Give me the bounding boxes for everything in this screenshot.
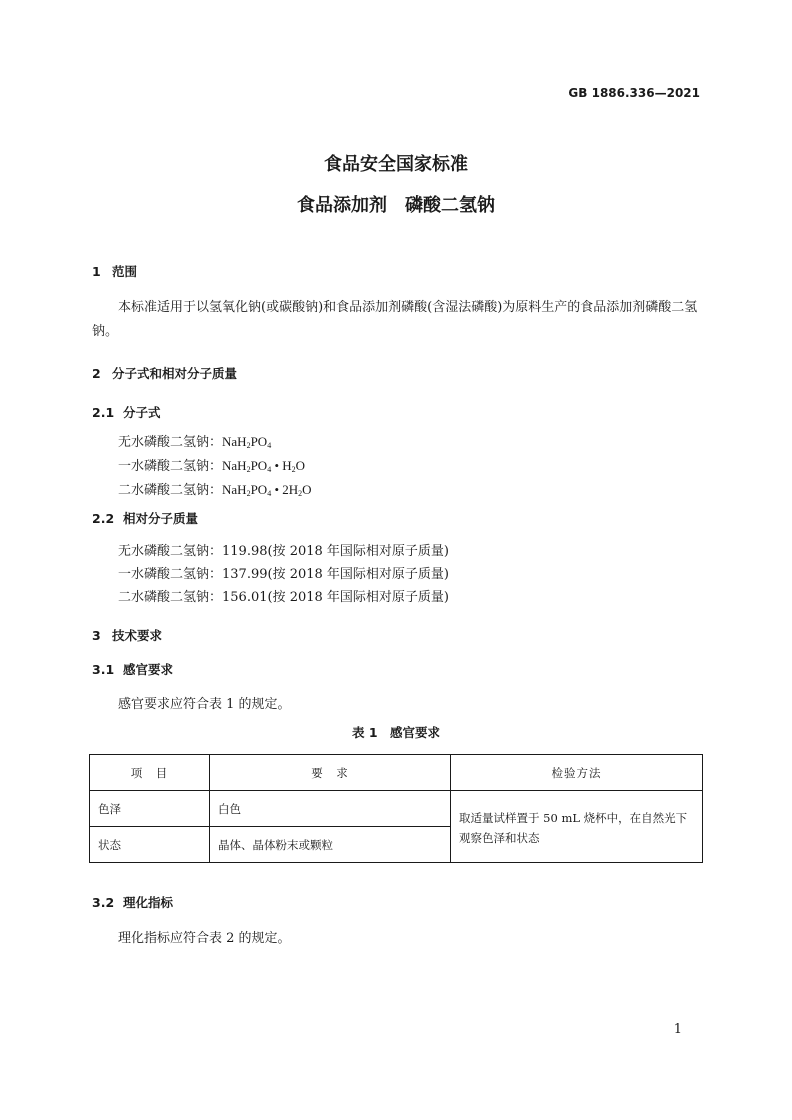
- section-2-2-heading: [92, 509, 198, 527]
- section-title: 相对分子质量: [123, 511, 199, 526]
- table-1-caption: 表 1 感官要求: [351, 725, 441, 740]
- section-number: 3.2: [92, 895, 115, 910]
- column-header-requirement: 要 求: [210, 755, 451, 791]
- section-number: 3.1: [92, 662, 115, 677]
- physicochemical-paragraph: 理化指标应符合表 2 的规定。: [118, 931, 291, 946]
- section-number: 2: [92, 366, 101, 381]
- table-cell-item: 色泽: [90, 791, 210, 827]
- molecular-mass-line: 一水磷酸二氢钠：137.99(按 2018 年国际相对原子质量): [118, 567, 449, 582]
- document-title: 食品安全国家标准: [324, 154, 468, 175]
- sensory-requirement-paragraph: 感官要求应符合表 1 的规定。: [118, 697, 291, 712]
- section-title: 分子式: [123, 405, 161, 420]
- formula-line: [118, 455, 305, 474]
- page-number: 1: [673, 1022, 682, 1037]
- scope-paragraph: 本标准适用于以氢氧化钠(或碳酸钠)和食品添加剂磷酸(含湿法磷酸)为原料生产的食品添加剂磷酸二氢钠。: [92, 300, 698, 339]
- formula-label: 一水磷酸二氢钠：: [118, 459, 223, 474]
- molecular-mass-line: 无水磷酸二氢钠：119.98(按 2018 年国际相对原子质量): [118, 544, 449, 559]
- molecular-formula: $NaH_2PO_4$: [222, 434, 272, 450]
- section-3-2-heading: [92, 893, 173, 911]
- section-title: 感官要求: [123, 662, 174, 677]
- table-cell-item: 状态: [90, 827, 210, 863]
- section-number: 2.1: [92, 405, 115, 420]
- standard-code: GB 1886.336—2021: [568, 86, 700, 100]
- section-1-heading: [92, 262, 137, 280]
- section-3-1-heading: [92, 660, 173, 678]
- table-cell-requirement: 晶体、晶体粉末或颗粒: [210, 827, 451, 863]
- formula-line: [118, 431, 271, 450]
- molecular-formula: $NaH_2PO_4$ • $H_2O$: [222, 458, 306, 474]
- section-2-heading: [92, 364, 237, 382]
- table-cell-test-method: 取适量试样置于 50 mL 烧杯中，在自然光下观察色泽和状态: [451, 791, 703, 863]
- molecular-formula: $NaH_2PO_4$ • $2H_2O$: [222, 482, 312, 498]
- section-number: 2.2: [92, 511, 115, 526]
- sensory-requirements-table: [89, 754, 703, 863]
- formula-label: 无水磷酸二氢钠：: [118, 435, 223, 450]
- column-header-test-method: 检验方法: [451, 755, 703, 791]
- section-title: 技术要求: [112, 628, 163, 643]
- section-number: 1: [92, 264, 101, 279]
- document-subtitle: 食品添加剂 磷酸二氢钠: [297, 195, 495, 216]
- section-title: 分子式和相对分子质量: [112, 366, 238, 381]
- table-cell-requirement: 白色: [210, 791, 451, 827]
- section-title: 范围: [112, 264, 138, 279]
- molecular-mass-line: 二水磷酸二氢钠：156.01(按 2018 年国际相对原子质量): [118, 590, 449, 605]
- table-header-row: [90, 755, 703, 791]
- section-number: 3: [92, 628, 101, 643]
- table-row: [90, 791, 703, 827]
- section-title: 理化指标: [123, 895, 174, 910]
- column-header-item: 项 目: [90, 755, 210, 791]
- formula-label: 二水磷酸二氢钠：: [118, 483, 223, 498]
- section-3-heading: [92, 626, 162, 644]
- section-2-1-heading: [92, 403, 161, 421]
- formula-line: [118, 479, 312, 498]
